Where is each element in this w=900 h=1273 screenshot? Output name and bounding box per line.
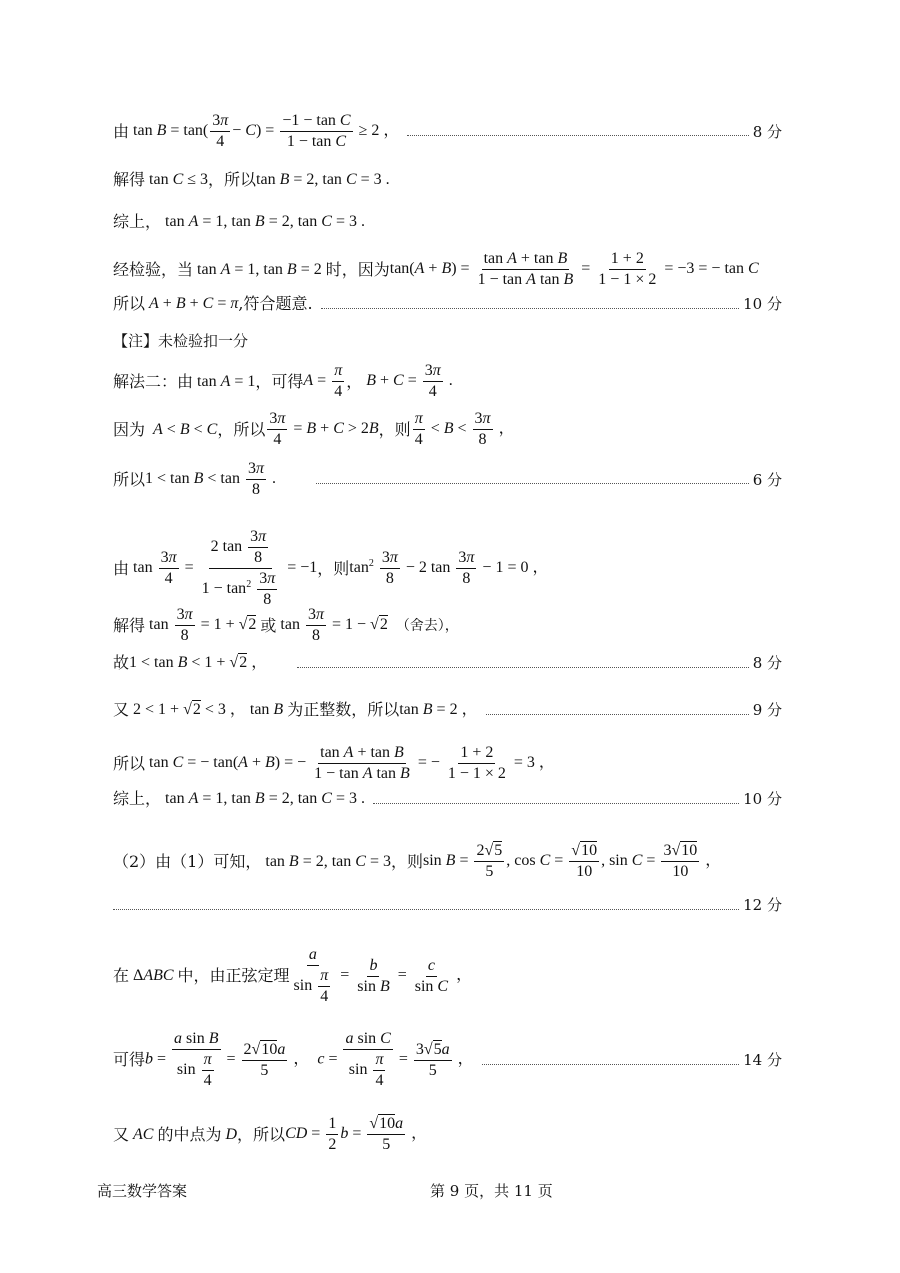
formula: tan C ≤ 3 [145,171,209,188]
formula: 2 < 1 + √2 < 3 ， tan B [129,701,284,718]
formula: 1 < tan B < tan $\frac{3\pi}{8}$ . [145,460,276,498]
formula: $\frac{3\pi}{4}$ = B + C > 2B [269,410,379,448]
formula: tan A = 1 [193,372,256,390]
note: 【注】未检验扣一分 [113,332,249,350]
score-label: 6 分 [752,470,782,489]
score-label: 10 分 [743,790,782,808]
text: ,符合题意. [238,294,313,313]
formula: AC [133,1125,154,1143]
text: 或 [260,615,277,635]
formula: tan A = 1, tan B = 2 [193,260,326,278]
formula: A < B < C [153,420,218,438]
step-line-5 [113,294,782,314]
text: 解法二：由 [113,371,194,391]
step-line-17 [113,946,782,1006]
formula: A + B + C = π [149,295,239,312]
text: 由 [113,558,130,578]
formula: ΔABC [129,967,174,984]
text: ，所以 [217,419,266,439]
text: ， [346,371,363,391]
formula: a sin $\frac{\pi}{4}$ = $\frac{b}{\text{sin B}}$ = $\frac{c}{\text{sin C}}$ ， [293,946,473,1005]
formula: A = $\frac{\pi}{4}$ [303,362,343,400]
formula: tan A = 1, tan B = 2, tan C = 3 . [161,790,365,807]
text: 解得 [113,170,146,189]
score-label: 8 分 [752,654,782,672]
score-label: 12 分 [743,896,782,914]
formula: tan C = − tan(A + B) = − $\frac{\text{tan A + tan B}}{\text{1 − tan A tan B}}$ = − $\frac{1 + 2}{1 - 1 \times 2}$ = 3 ， [145,744,555,782]
step-line-6 [113,362,782,401]
leader-dots [297,667,748,668]
leader-dots [373,803,739,804]
text: 可得 [113,1050,146,1069]
text: 的中点为 [157,1124,222,1144]
text: ，所以 [208,170,257,189]
formula: $\tan^2$ $\frac{3\pi}{8}$ − 2 tan $\frac{3\pi}{8}$ − 1 = 0 ， [349,549,549,587]
formula: D [225,1125,238,1143]
text: 故 [113,653,130,672]
formula: $\frac{\pi}{4}$ < B < $\frac{3\pi}{8}$ ， [414,410,515,448]
text: 综上， [113,789,162,808]
formula: tan $\frac{3\pi}{4}$ = 2 tan $\frac{3\pi}{8}$ $1 - \tan^2$ $\frac{3\pi}{8}$ = −1 [129,528,318,608]
step-line-8 [113,460,782,499]
text: 中，由正弦定理 [177,966,290,985]
leader-dots [482,1064,740,1065]
text: ，则 [317,558,350,578]
formula: tan(A + B) = $\frac{\text{tan A + tan B}}{\text{1 − tan A tan B}}$ = $\frac{1 + 2}{1 - 1 \times 2}$ = −3 = − tan C [389,250,759,288]
leader-dots [113,909,739,910]
formula: b = a sin B sin $\frac{\pi}{4}$ = $\frac{2√10a}{5}$ ， c = a sin C sin $\frac{\pi}{4}$ = $\frac{3√5a}{5}$ ， [145,1030,474,1089]
text: 又 [113,700,130,719]
formula: B + C = $\frac{3\pi}{4}$ . [366,362,453,400]
score-label: 10 分 [743,295,782,313]
step-line-18 [113,1030,782,1090]
step-line-12 [113,700,782,720]
formula: sin B = $\frac{2√5}{5}$ , cos C = $\frac{√10}{10}$ , sin C = $\frac{3√10}{10}$ ， [423,842,722,880]
text: 所以 [113,753,146,773]
text: 解得 [113,615,146,635]
text: （舍去）， [395,617,459,634]
step-line-3 [113,212,782,232]
leader-dots [321,308,740,309]
step-line-14 [113,789,782,809]
text: ，所以 [237,1124,286,1144]
footer-page-number: 第 9 页，共 11 页 [430,1182,553,1200]
formula: CD = $\frac{1}{2}$ b = $\frac{√10a}{5}$ ， [285,1115,428,1153]
formula: tan $\frac{3\pi}{8}$ = 1 + √2 [145,606,257,644]
text: ，则 [378,419,411,439]
score-label: 9 分 [752,701,782,719]
step-line-4 [113,250,782,289]
step-line-11 [113,653,782,673]
step-line-1 [113,112,782,151]
text: 综上， [113,212,162,231]
leader-dots [316,483,749,484]
text: 时，因为 [325,259,390,279]
step-line-13 [113,744,782,783]
footer-left: 高三数学答案 [97,1182,188,1200]
text: ，则 [390,851,423,871]
text: 所以 [113,469,146,489]
formula: tan B = 2, tan C = 3 . [256,171,390,188]
formula: tan B = tan( $\frac{3\pi}{4}$ − C) = $\frac{\text{−1 − tan C}}{\text{1 − tan C}}$ ≥ 2 ， [129,112,400,150]
step-line-2 [113,170,782,190]
text: 为正整数，所以 [287,700,400,719]
formula: tan A = 1, tan B = 2, tan C = 3 . [161,213,365,230]
score-label: 8 分 [752,122,782,141]
text: （2）由（1）可知， [113,851,262,871]
leader-dots [407,135,748,136]
formula: 1 < tan B < 1 + √2 ， [129,654,268,671]
step-line-10 [113,606,782,645]
step-line-16 [113,895,782,915]
step-line-7 [113,410,782,449]
formula: tan $\frac{3\pi}{8}$ = 1 − √2 [276,606,388,644]
text: 由 [113,121,130,141]
step-line-9 [113,528,782,609]
text: 所以 [113,294,146,313]
step-line-19 [113,1115,782,1154]
text: 经检验，当 [113,259,194,279]
text: 在 [113,966,130,985]
score-label: 14 分 [743,1051,782,1069]
step-line-15 [113,842,782,881]
text: 又 [113,1124,130,1144]
leader-dots [486,714,749,715]
text: 因为 [113,419,146,439]
formula: tan B = 2 ， [399,701,478,718]
text: ，可得 [255,371,304,391]
formula: tan B = 2, tan C = 3 [261,852,391,870]
